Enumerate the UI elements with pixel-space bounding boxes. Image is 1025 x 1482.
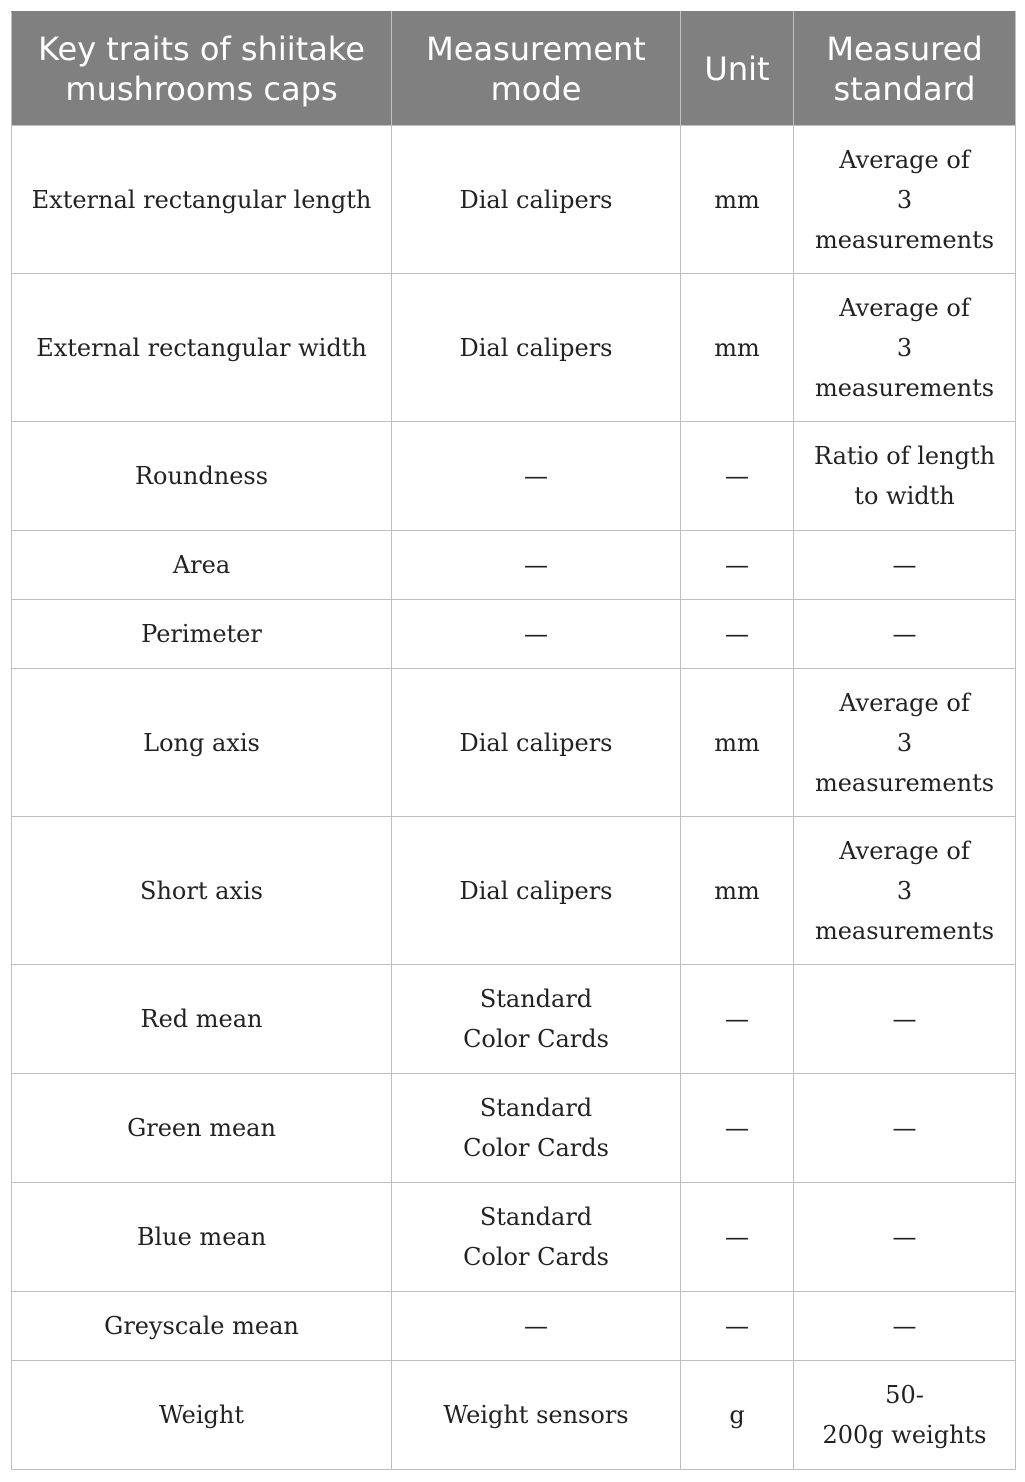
standard-cell: Average of 3 measurements xyxy=(794,274,1016,422)
table-row xyxy=(12,1361,1016,1470)
standard-cell: Average of 3 measurements xyxy=(794,669,1016,817)
trait-cell: External rectangular width xyxy=(12,274,392,422)
mode-cell: — xyxy=(392,1292,681,1361)
header-measurement-mode: Measurement mode xyxy=(392,12,681,126)
unit-cell: mm xyxy=(681,817,794,965)
standard-cell: — xyxy=(794,531,1016,600)
trait-cell: Green mean xyxy=(12,1074,392,1183)
mode-cell: Standard Color Cards xyxy=(392,965,681,1074)
standard-cell: — xyxy=(794,600,1016,669)
mode-cell: Standard Color Cards xyxy=(392,1183,681,1292)
table-row xyxy=(12,422,1016,531)
header-measured-standard: Measured standard xyxy=(794,12,1016,126)
standard-cell: 50- 200g weights xyxy=(794,1361,1016,1470)
trait-cell: Red mean xyxy=(12,965,392,1074)
trait-cell: External rectangular length xyxy=(12,126,392,274)
table-row xyxy=(12,600,1016,669)
mode-cell: Dial calipers xyxy=(392,126,681,274)
mode-cell: — xyxy=(392,531,681,600)
table-row xyxy=(12,126,1016,274)
unit-cell: — xyxy=(681,422,794,531)
unit-cell: g xyxy=(681,1361,794,1470)
table-row xyxy=(12,669,1016,817)
mode-cell: — xyxy=(392,600,681,669)
trait-cell: Blue mean xyxy=(12,1183,392,1292)
mode-cell: Weight sensors xyxy=(392,1361,681,1470)
standard-cell: — xyxy=(794,1074,1016,1183)
standard-cell: Average of 3 measurements xyxy=(794,817,1016,965)
table-row xyxy=(12,1183,1016,1292)
unit-cell: — xyxy=(681,531,794,600)
table-row xyxy=(12,965,1016,1074)
trait-cell: Area xyxy=(12,531,392,600)
mode-cell: — xyxy=(392,422,681,531)
header-trait: Key traits of shiitake mushrooms caps xyxy=(12,12,392,126)
unit-cell: mm xyxy=(681,274,794,422)
trait-cell: Roundness xyxy=(12,422,392,531)
standard-cell: Ratio of length to width xyxy=(794,422,1016,531)
unit-cell: — xyxy=(681,1292,794,1361)
unit-cell: — xyxy=(681,965,794,1074)
unit-cell: mm xyxy=(681,669,794,817)
unit-cell: — xyxy=(681,1183,794,1292)
table-row xyxy=(12,531,1016,600)
unit-cell: mm xyxy=(681,126,794,274)
mode-cell: Dial calipers xyxy=(392,817,681,965)
table-row xyxy=(12,1074,1016,1183)
trait-cell: Weight xyxy=(12,1361,392,1470)
table-row xyxy=(12,274,1016,422)
mode-cell: Dial calipers xyxy=(392,669,681,817)
table-row xyxy=(12,1292,1016,1361)
trait-cell: Long axis xyxy=(12,669,392,817)
standard-cell: — xyxy=(794,1292,1016,1361)
mode-cell: Standard Color Cards xyxy=(392,1074,681,1183)
header-row xyxy=(12,12,1016,126)
traits-table xyxy=(11,11,1016,1470)
unit-cell: — xyxy=(681,1074,794,1183)
unit-cell: — xyxy=(681,600,794,669)
standard-cell: — xyxy=(794,1183,1016,1292)
trait-cell: Greyscale mean xyxy=(12,1292,392,1361)
standard-cell: — xyxy=(794,965,1016,1074)
table-row xyxy=(12,817,1016,965)
trait-cell: Short axis xyxy=(12,817,392,965)
header-unit: Unit xyxy=(681,12,794,126)
standard-cell: Average of 3 measurements xyxy=(794,126,1016,274)
mode-cell: Dial calipers xyxy=(392,274,681,422)
trait-cell: Perimeter xyxy=(12,600,392,669)
